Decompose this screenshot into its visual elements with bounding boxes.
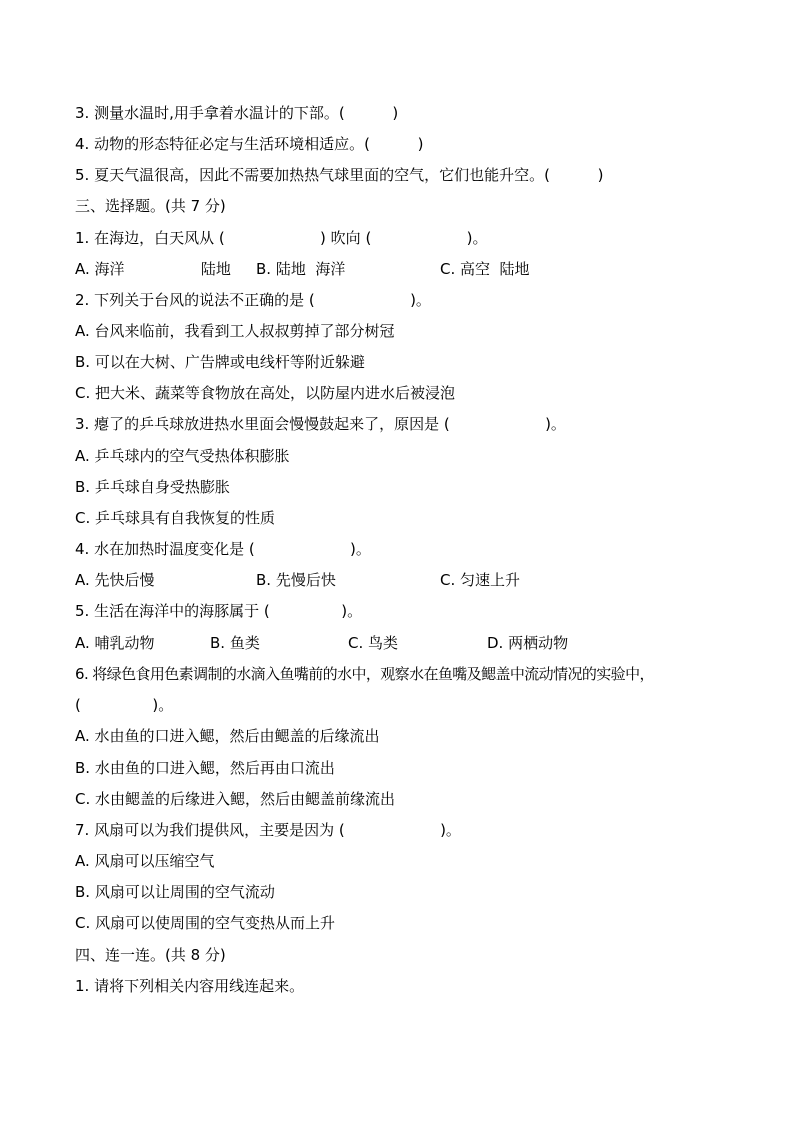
choice-q7-option-a: A. 风扇可以压缩空气 [75,852,215,870]
section-heading-choice: 三、选择题。(共 7 分) [75,197,226,215]
choice-q1-option-c: C. 高空 陆地 [440,260,530,278]
choice-q3-option-a: A. 乒乓球内的空气受热体积膨胀 [75,447,290,465]
choice-question-2: 2. 下列关于台风的说法不正确的是 ( )。 [75,291,431,309]
section-heading-matching: 四、连一连。(共 8 分) [75,946,226,964]
choice-q3-option-c: C. 乒乓球具有自我恢复的性质 [75,509,276,527]
choice-q1-option-a: A. 海洋 陆地 [75,260,231,278]
choice-question-7: 7. 风扇可以为我们提供风，主要是因为 ( )。 [75,821,461,839]
choice-q5-option-c: C. 鸟类 [348,634,399,652]
choice-q5-option-a: A. 哺乳动物 [75,634,155,652]
choice-q2-option-a: A. 台风来临前，我看到工人叔叔剪掉了部分树冠 [75,322,395,340]
choice-q6-option-c: C. 水由鳃盖的后缘进入鳃，然后由鳃盖前缘流出 [75,790,396,808]
choice-q7-option-c: C. 风扇可以使周围的空气变热从而上升 [75,914,336,932]
choice-q7-option-b: B. 风扇可以让周围的空气流动 [75,883,275,901]
choice-q1-option-b: B. 陆地 海洋 [256,260,346,278]
choice-q4-option-b: B. 先慢后快 [256,571,336,589]
choice-q6-option-a: A. 水由鱼的口进入鳃，然后由鳃盖的后缘流出 [75,727,380,745]
choice-question-1: 1. 在海边，白天风从 ( ) 吹向 ( )。 [75,229,488,247]
judgment-question-5: 5. 夏天气温很高，因此不需要加热热气球里面的空气，它们也能升空。( ) [75,166,604,184]
choice-question-6-blank: ( )。 [75,696,174,714]
choice-q6-option-b: B. 水由鱼的口进入鳃，然后再由口流出 [75,759,335,777]
choice-q2-option-b: B. 可以在大树、广告牌或电线杆等附近躲避 [75,353,365,371]
matching-question-1: 1. 请将下列相关内容用线连起来。 [75,977,305,995]
judgment-question-4: 4. 动物的形态特征必定与生活环境相适应。( ) [75,135,424,153]
judgment-question-3: 3. 测量水温时,用手拿着水温计的下部。( ) [75,104,399,122]
choice-question-4: 4. 水在加热时温度变化是 ( )。 [75,540,371,558]
choice-q4-option-a: A. 先快后慢 [75,571,155,589]
choice-question-3: 3. 瘪了的乒乓球放进热水里面会慢慢鼓起来了，原因是 ( )。 [75,415,566,433]
choice-q5-option-d: D. 两栖动物 [487,634,569,652]
choice-q2-option-c: C. 把大米、蔬菜等食物放在高处，以防屋内进水后被浸泡 [75,384,456,402]
choice-q3-option-b: B. 乒乓球自身受热膨胀 [75,478,230,496]
choice-question-5: 5. 生活在海洋中的海豚属于 ( )。 [75,602,363,620]
choice-question-6: 6. 将绿色食用色素调制的水滴入鱼嘴前的水中，观察水在鱼嘴及鳃盖中流动情况的实验中， [75,665,654,683]
choice-q5-option-b: B. 鱼类 [210,634,260,652]
choice-q4-option-c: C. 匀速上升 [440,571,521,589]
